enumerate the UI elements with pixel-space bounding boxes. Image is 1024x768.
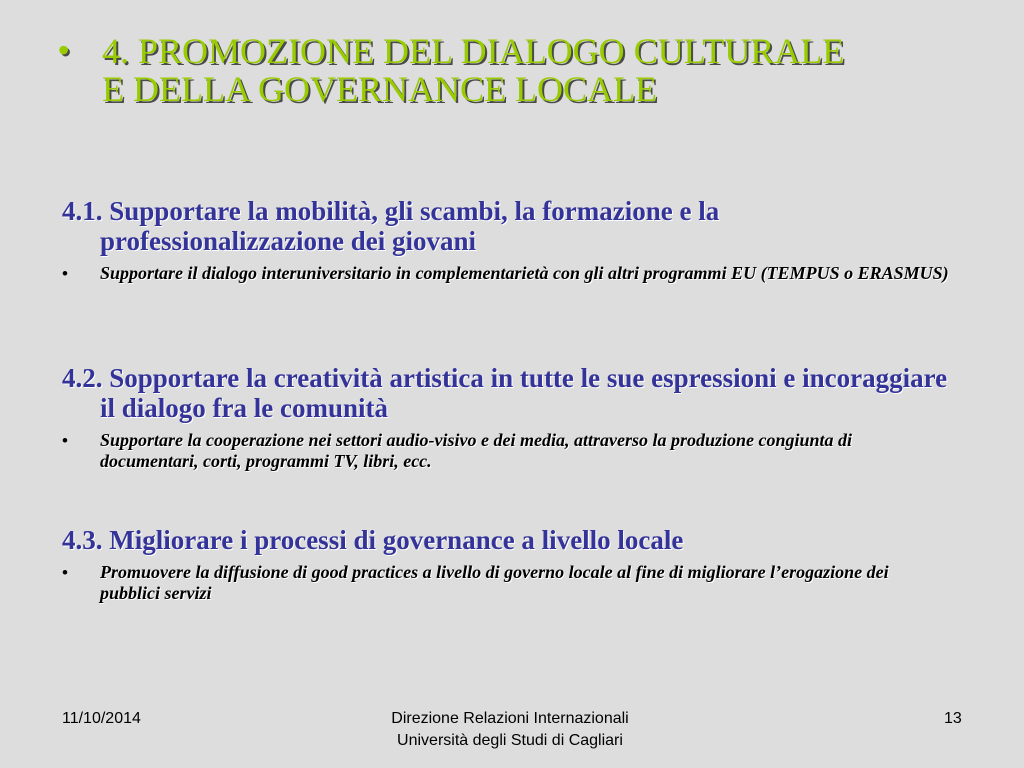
list-item (62, 562, 962, 604)
bullet-text: Promuovere la diffusione di good practices a livello di governo locale al fine di migliorare l’erogazione dei pubblici servizi (100, 562, 889, 603)
title-text: 4. PROMOZIONE DEL DIALOGO CULTURALE E DELLA GOVERNANCE LOCALE (102, 31, 845, 109)
footer-date: 11/10/2014 (62, 710, 141, 727)
list-item (62, 263, 962, 284)
section-heading: 4.2. Sopportare la creatività artistica in tutte le sue espressioni e incoraggiare il dialogo fra le comunità (62, 363, 948, 423)
bullet-icon: • (62, 264, 68, 283)
section-4-1 (62, 196, 962, 284)
section-4-3 (62, 525, 962, 604)
bullet-text: Supportare la cooperazione nei settori audio-visivo e dei media, attraverso la produzione congiunta di documentari, corti, programmi TV, libri, ecc. (100, 430, 853, 471)
footer-line-2: Università degli Studi di Cagliari (397, 732, 623, 749)
section-heading: 4.1. Supportare la mobilità, gli scambi, la formazione e la professionalizzazione dei giovani (62, 196, 720, 256)
section-heading: 4.3. Migliorare i processi di governance a livello locale (62, 525, 684, 555)
section-4-2 (62, 363, 962, 472)
bullet-text: Supportare il dialogo interuniversitario in complementarietà con gli altri programmi EU (TEMPUS o ERASMUS) (100, 263, 949, 283)
bullet-icon: • (62, 563, 68, 582)
footer-organization (310, 708, 710, 752)
bullet-icon: • (62, 431, 68, 450)
footer-line-1: Direzione Relazioni Internazionali (391, 710, 629, 727)
page-number: 13 (944, 710, 962, 727)
list-item (62, 430, 962, 472)
title-bullet-icon: • (58, 32, 70, 68)
